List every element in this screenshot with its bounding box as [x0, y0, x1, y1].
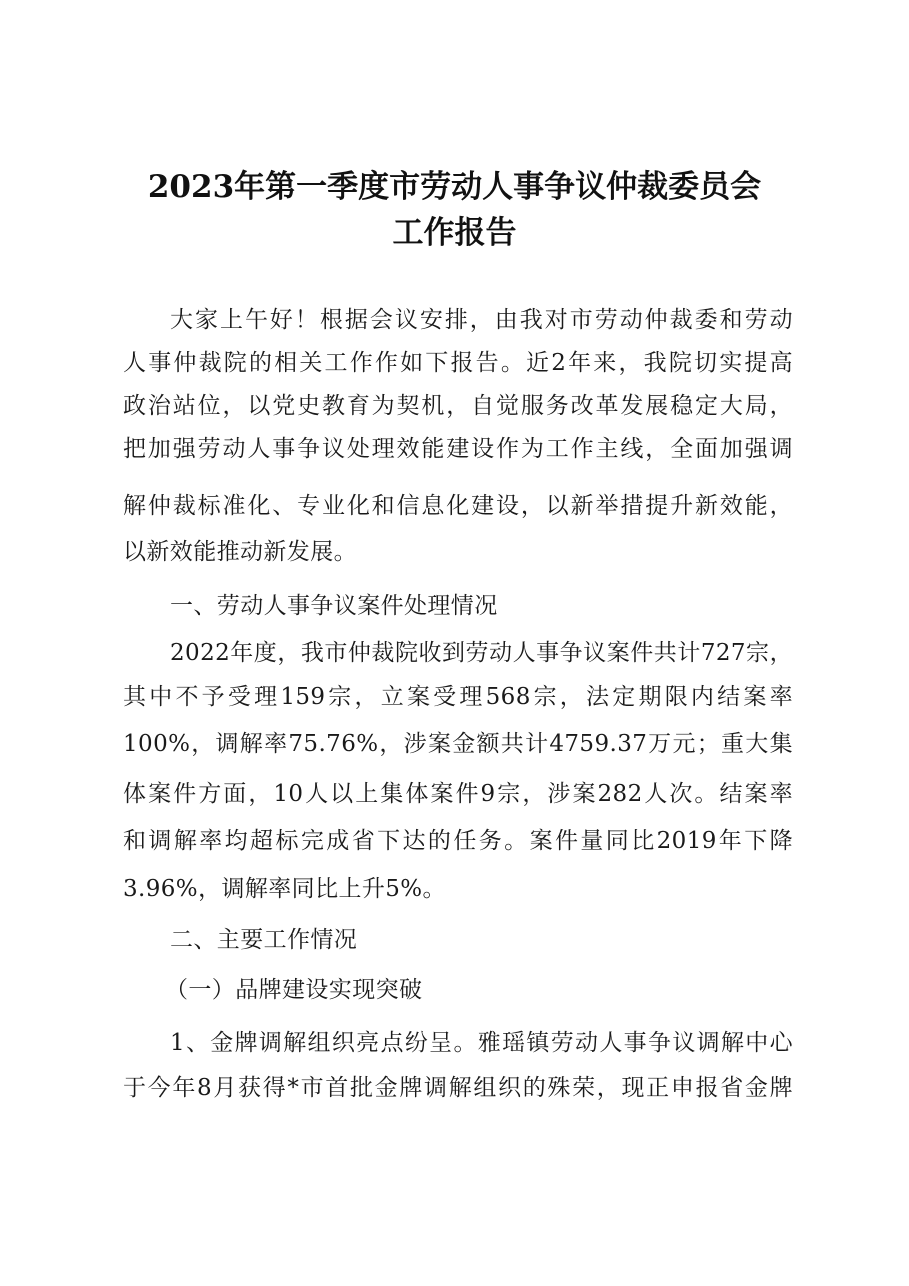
- paragraph-2-line-1: 2022年度，我市仲裁院收到劳动人事争议案件共计727宗，: [170, 640, 793, 666]
- section-heading-1: 一、劳动人事争议案件处理情况: [170, 593, 498, 619]
- paragraph-2-line-4: 体案件方面，10人以上集体案件9宗，涉案282人次。结案率: [123, 781, 793, 807]
- section-heading-2: 二、主要工作情况: [170, 927, 358, 953]
- paragraph-1-line-4: 把加强劳动人事争议处理效能建设作为工作主线，全面加强调: [123, 436, 793, 462]
- paragraph-1-line-6: 以新效能推动新发展。: [123, 539, 357, 565]
- subsection-heading-1: （一）品牌建设实现突破: [165, 977, 423, 1003]
- paragraph-2-line-6: 3.96%，调解率同比上升5%。: [123, 876, 446, 902]
- paragraph-2-line-3: 100%，调解率75.76%，涉案金额共计4759.37万元；重大集: [123, 731, 793, 757]
- paragraph-1-line-5: 解仲裁标准化、专业化和信息化建设，以新举措提升新效能，: [123, 493, 793, 519]
- paragraph-3-line-1: 1、金牌调解组织亮点纷呈。雅瑶镇劳动人事争议调解中心: [170, 1030, 793, 1056]
- document-title-line-1: 2023年第一季度市劳动人事争议仲裁委员会: [147, 169, 762, 205]
- document-title-line-2: 工作报告: [392, 215, 517, 251]
- paragraph-1-line-3: 政治站位，以党史教育为契机，自觉服务改革发展稳定大局，: [123, 393, 793, 419]
- paragraph-1-line-1: 大家上午好！根据会议安排，由我对市劳动仲裁委和劳动: [170, 307, 793, 333]
- paragraph-2-line-2: 其中不予受理159宗，立案受理568宗，法定期限内结案率: [123, 684, 793, 710]
- paragraph-3-line-2: 于今年8月获得*市首批金牌调解组织的殊荣，现正申报省金牌: [123, 1075, 793, 1101]
- paragraph-1-line-2: 人事仲裁院的相关工作作如下报告。近2年来，我院切实提高: [123, 350, 793, 376]
- paragraph-2-line-5: 和调解率均超标完成省下达的任务。案件量同比2019年下降: [123, 828, 793, 854]
